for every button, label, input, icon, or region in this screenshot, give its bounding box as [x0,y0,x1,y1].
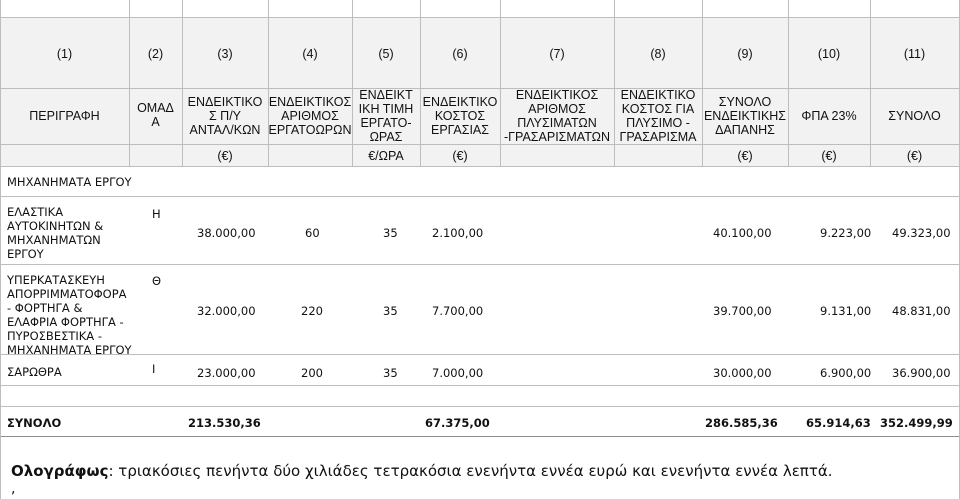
totals-budget: 213.530,36 [188,416,261,430]
header-wash-count [500,88,614,144]
grid-line [0,166,960,167]
description-line: ΥΠΕΡΚΑΤΑΣΚΕΥΗ [7,273,105,287]
header-line: ΠΛΥΣΙΜΑΤΩΝ [517,116,597,130]
col-number: (10) [817,47,841,61]
amount-in-words-text: : τριακόσιες πενήντα δύο χιλιάδες τετρακόσια ενενήντα εννέα ευρώ και ενενήντα εννέα λεπτά. [108,462,833,480]
header-line: ΑΡΙΘΜΟΣ [281,109,339,123]
header-labor-cost [420,95,500,137]
header-line: ΚΟΣΤΟΣ [434,109,486,123]
header-hours [268,95,352,137]
header-line: ΟΜΑΔ [137,101,174,115]
section-title: ΜΗΧΑΝΗΜΑΤΑ ΕΡΓΟΥ [7,175,132,189]
row-description [7,273,132,357]
row-vat: 9.131,00 [820,304,872,318]
header-line: ΕΡΓΑΣΙΑΣ [430,123,489,137]
description-line: ΑΠΟΡΡΙΜΜΑΤΟΦΟΡΑ [7,287,127,301]
row-budget: 23.000,00 [197,366,256,380]
row-hours: 220 [301,304,323,318]
totals-vat: 65.914,63 [806,416,871,430]
unit-label: (€) [217,149,233,163]
header-line: ΕΝΔΕΙΚΤΙΚΟ [187,95,263,109]
row-rate: 35 [383,304,398,318]
unit-label: (€) [906,149,923,163]
header-line: ΠΛΥΣΙΜΟ - [626,116,690,130]
totals-total: 352.499,99 [880,416,953,430]
grid-line [0,17,960,18]
header-line: ΕΝΔΕΙΚΤΙΚΟΣ [515,88,599,102]
row-total: 48.831,00 [892,304,951,318]
header-line: ΙΚΗ ΤΙΜΗ [358,102,414,116]
header-line: ΑΝΤΑΛ/ΚΩΝ [189,123,261,137]
header-line: ΕΝΔΕΙΚΤΙΚΟΣ [268,95,352,109]
row-labor: 7.700,00 [432,304,484,318]
header-budget [182,95,268,137]
col-number: (7) [549,47,565,61]
description-line: ΕΛΑΦΡΙΑ ΦΟΡΤΗΓΑ - [7,315,124,329]
row-labor: 7.000,00 [432,366,484,380]
description-line: ΕΛΑΣΤΙΚΑ [7,205,64,219]
description-line: ΠΥΡΟΣΒΕΣΤΙΚΑ - [7,329,102,343]
grid-line [0,0,1,499]
col-number: (11) [903,47,926,61]
row-group: Ι [152,362,156,376]
col-number: (2) [147,47,164,61]
col-number: (6) [452,47,468,61]
grid-line [420,0,421,166]
stray-comma: , [11,481,16,497]
header-line: -ΓΡΑΣΑΡΙΣΜΑΤΩΝ [504,130,610,144]
header-line: ΩΡΑΣ [369,130,403,144]
grid-line [0,144,960,145]
header-line: ΣΥΝΟΛΟ [718,95,772,109]
col-number: (8) [650,47,666,61]
grid-line [0,385,960,386]
header-line: ΕΡΓΑΤΟΩΡΩΝ [268,123,352,137]
col-number: (4) [302,47,318,61]
description-line: ΜΗΧΑΝΗΜΑΤΑ ΕΡΓΟΥ [7,343,132,357]
unit-label: (€) [737,149,753,163]
header-line: ΕΝΔΕΙΚΤΙΚΟ [422,95,498,109]
row-description [7,365,132,379]
grid-line [0,406,960,407]
totals-subtotal: 286.585,36 [705,416,778,430]
header-group [129,101,182,129]
header-line: Α [151,115,160,129]
header-description: ΠΕΡΙΓΡΑΦΗ [29,109,100,123]
header-line: ΕΡΓΑΤΟ- [360,116,412,130]
row-subtotal: 30.000,00 [713,366,772,380]
header-total: ΣΥΝΟΛΟ [888,109,941,123]
row-budget: 32.000,00 [197,304,256,318]
totals-label: ΣΥΝΟΛΟ [7,416,62,430]
row-hours: 200 [301,366,323,380]
header-line: ΔΑΠΑΝΗΣ [715,123,775,137]
grid-line [268,0,269,166]
grid-line [0,88,960,89]
header-line: ΓΡΑΣΑΡΙΣΜΑ [619,130,697,144]
header-line: ΑΡΙΘΜΟΣ [528,102,586,116]
header-subtotal [702,95,788,137]
amount-in-words [11,462,833,480]
unit-label: (€) [452,149,468,163]
col-number: (3) [217,47,233,61]
row-subtotal: 40.100,00 [713,226,772,240]
row-group: Η [152,207,161,221]
description-line: ΜΗΧΑΝΗΜΑΤΩΝ [7,233,101,247]
header-vat: ΦΠΑ 23% [801,109,857,123]
row-hours: 60 [305,226,320,240]
header-rate [352,88,420,144]
col-number: (1) [56,47,73,61]
grid-line [702,0,703,166]
grid-line [0,354,960,355]
row-rate: 35 [383,366,398,380]
grid-line [129,0,130,166]
header-line: ΕΝΔΕΙΚΤΙΚΗΣ [703,109,787,123]
row-vat: 9.223,00 [820,226,872,240]
row-rate: 35 [383,226,398,240]
description-line: ΕΡΓΟΥ [7,247,44,261]
grid-line [182,0,183,166]
amount-in-words-label: Ολογράφως [11,462,109,480]
col-number: (5) [378,47,394,61]
row-subtotal: 39.700,00 [713,304,772,318]
row-total: 36.900,00 [892,366,951,380]
row-vat: 6.900,00 [820,366,872,380]
header-line: ΚΟΣΤΟΣ ΓΙΑ [621,102,695,116]
grid-line [0,196,960,197]
row-group: Θ [152,274,162,288]
grid-line [0,436,960,437]
header-wash-cost [614,88,702,144]
totals-labor: 67.375,00 [425,416,490,430]
row-labor: 2.100,00 [432,226,484,240]
grid-line [788,0,789,166]
header-line: ΕΝΔΕΙΚΤ [359,88,413,102]
description-line: ΣΑΡΩΘΡΑ [7,365,62,379]
unit-label: (€) [821,149,837,163]
description-line: ΑΥΤΟΚΙΝΗΤΩΝ & [7,219,104,233]
row-description [7,205,132,261]
grid-line [0,264,960,265]
row-budget: 38.000,00 [197,226,256,240]
unit-label: €/ΩΡΑ [368,149,404,163]
header-line: ΕΝΔΕΙΚΤΙΚΟ [620,88,696,102]
description-line: - ΦΟΡΤΗΓΑ & [7,301,83,315]
row-total: 49.323,00 [892,226,951,240]
grid-line [870,0,871,166]
col-number: (9) [737,47,753,61]
header-line: Σ Π/Υ [208,109,242,123]
